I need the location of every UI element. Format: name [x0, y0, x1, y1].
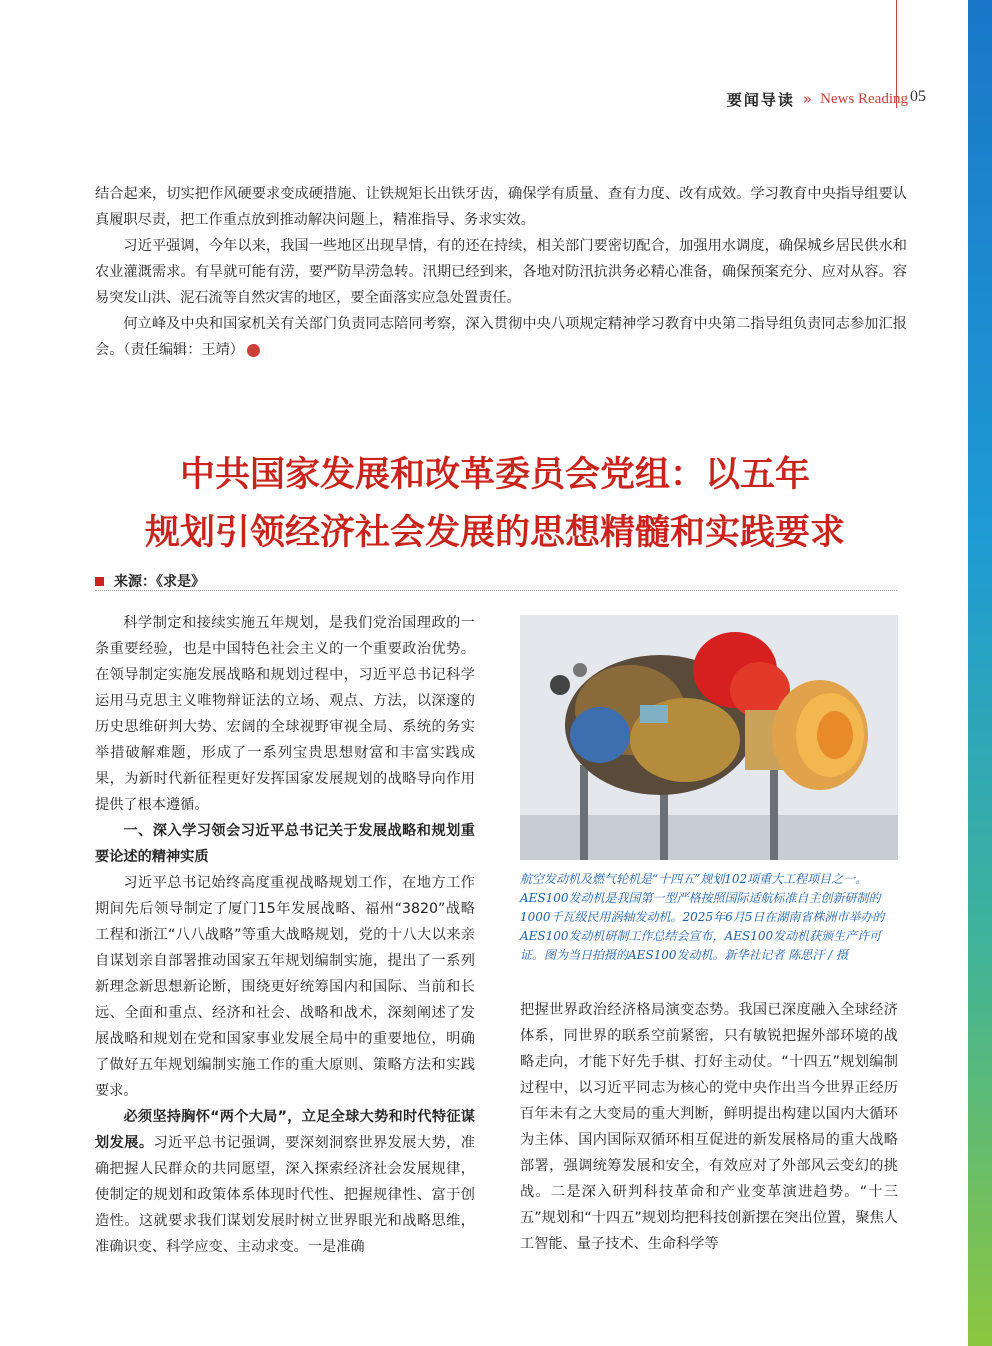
paragraph: 把握世界政治经济格局演变态势。我国已深度融入全球经济体系，同世界的联系空前紧密，只有敏锐把握外部环境的战略走向，才能下好先手棋、打好主动仗。“十四五”规划编制过程中，以习近平同志为核心的党中央作出当今世界正经历百年未有之大变局的重大判断，鲜明提出构建以国内大循环为主体、国内国际双循环相互促进的新发展格局的重大战略部署，强调统筹发展和安全，有效应对了外部风云变幻的挑战。二是深入研判科技革命和产业变革演进趋势。“十三五”规划和“十四五”规划均把科技创新摆在突出位置，聚焦人工智能、量子技术、生命科学等 — [520, 1002, 898, 1252]
section-title-en: News Reading — [820, 90, 908, 107]
page-number: 05 — [910, 88, 926, 105]
article-title — [60, 446, 930, 562]
article-title-line: 规划引领经济社会发展的思想精髓和实践要求 — [144, 512, 845, 553]
article-left-column — [95, 610, 475, 1260]
photo-caption: 航空发动机及燃气轮机是“十四五”规划102项重大工程项目之一。AES100发动机是我国第一型严格按照国际适航标准自主创新研制的1000千瓦级民用涡轴发动机。2025年6月5日在湖南省株洲市举办的AES100发动机研制工作总结会宣布，AES100发动机获颁生产许可证。图为当日拍摄的AES100发动机。新华社记者 陈思汗 / 摄 — [520, 872, 885, 962]
paragraph: 习近平强调，今年以来，我国一些地区出现旱情，有的还在持续，相关部门要密切配合，加强用水调度，确保城乡居民供水和农业灌溉需求。有旱就可能有涝，要严防旱涝急转。汛期已经到来，各地对防汛抗洪务必精心准备，确保预案充分、应对从容。容易突发山洪、泥石流等自然灾害的地区，要全面落实应急处置责任。 — [95, 238, 907, 306]
section-heading: 一、深入学习领会习近平总书记关于发展战略和规划重要论述的精神实质 — [95, 823, 475, 865]
square-bullet-icon — [95, 577, 104, 586]
paragraph: 习近平总书记始终高度重视战略规划工作，在地方工作期间先后领导制定了厦门15年发展战略、福州“3820”战略工程和浙江“八八战略”等重大战略规划，党的十八大以来亲自谋划亲自部署推动国家五年规划编制实施，提出了一系列新理念新思想新论断，围绕更好统筹国内和国际、当前和长远、全面和重点、经济和社会、战略和战术，深刻阐述了发展战略和规划在党和国家事业发展全局中的重要地位，明确了做好五年规划编制实施工作的重大原则、策略方法和实践要求。 — [95, 875, 475, 1099]
paragraph-text: 习近平总书记强调，要深刻洞察世界发展大势，准确把握人民群众的共同愿望，深入探索经济社会发展规律，使制定的规划和政策体系体现时代性、把握规律性、富于创造性。这就要求我们谋划发展时树立世界眼光和战略思维，准确识变、科学应变、主动求变。一是准确 — [95, 1135, 475, 1255]
bold-lead: 必须坚持胸怀“两个大局”，立足全球大势和时代特征谋划发展。 — [95, 1109, 475, 1151]
page-header — [727, 88, 908, 110]
engine-photo — [520, 615, 898, 860]
article-source — [95, 571, 205, 591]
source-label: 来源：《求是》 — [114, 574, 205, 590]
previous-article-ending — [95, 181, 907, 363]
paragraph-text: 何立峰及中央和国家机关有关部门负责同志陪同考察，深入贯彻中央八项规定精神学习教育中央第二指导组负责同志参加汇报会。（责任编辑：王靖） — [95, 316, 907, 358]
dotted-divider — [95, 590, 897, 591]
paragraph: 科学制定和接续实施五年规划，是我们党治国理政的一条重要经验，也是中国特色社会主义的一个重要政治优势。在领导制定实施发展战略和规划过程中，习近平总书记科学运用马克思主义唯物辩证法的立场、观点、方法，以深邃的历史思维研判大势、宏阔的全球视野审视全局、系统的务实举措破解难题，形成了一系列宝贵思想财富和丰富实践成果，为新时代新征程更好发挥国家发展规划的战略导向作用提供了根本遵循。 — [95, 615, 475, 813]
paragraph — [95, 311, 907, 363]
engine-illustration — [520, 615, 898, 860]
article-right-column — [520, 997, 898, 1257]
paragraph: 结合起来，切实把作风硬要求变成硬措施、让铁规矩长出铁牙齿，确保学有质量、查有力度、改有成效。学习教育中央指导组要认真履职尽责，把工作重点放到推动解决问题上，精准指导、务求实效。 — [95, 186, 907, 228]
article-title-line: 中共国家发展和改革委员会党组：以五年 — [179, 454, 810, 495]
double-chevron-icon: » — [802, 90, 813, 108]
paragraph — [95, 1104, 475, 1260]
end-mark-icon: 院 — [247, 344, 260, 357]
section-title: 要闻导读 — [726, 90, 795, 109]
side-color-bar — [968, 0, 992, 1346]
